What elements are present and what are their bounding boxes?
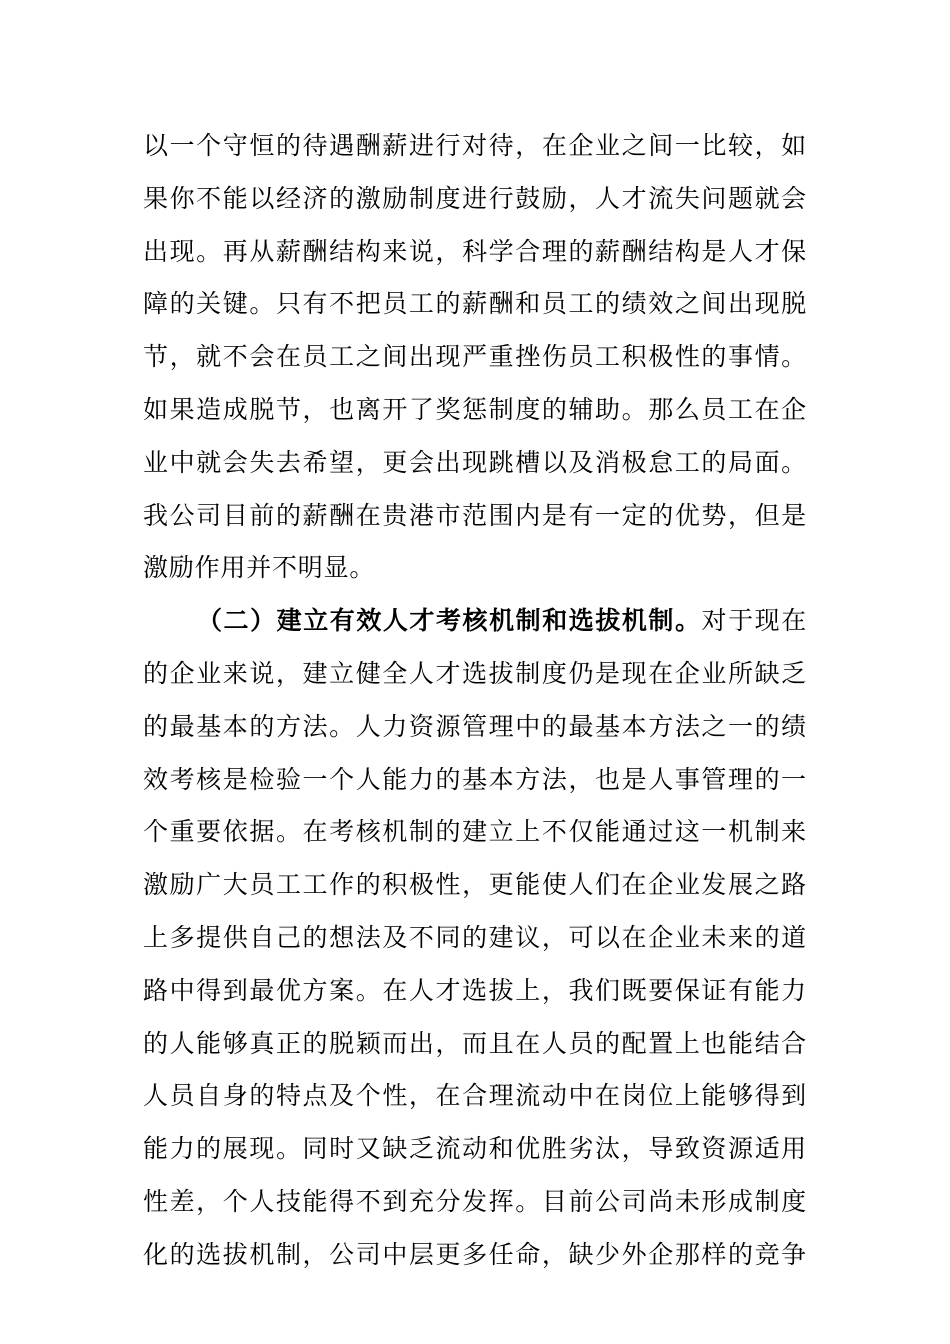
text-line: 障的关键。只有不把员工的薪酬和员工的绩效之间出现脱 [143, 289, 807, 319]
text-line: 人员自身的特点及个性，在合理流动中在岗位上能够得到 [143, 1081, 807, 1111]
paragraph-salary [143, 120, 807, 595]
text-line: 性差，个人技能得不到充分发挥。目前公司尚未形成制度 [143, 1186, 807, 1216]
text-line: 节，就不会在员工之间出现严重挫伤员工积极性的事情。 [143, 342, 807, 372]
paragraph-assessment [143, 595, 807, 1281]
text-line: 上多提供自己的想法及不同的建议，可以在企业未来的道 [143, 922, 807, 952]
text-line: 激励广大员工工作的积极性，更能使人们在企业发展之路 [143, 870, 807, 900]
text-line: 激励作用并不明显。 [143, 553, 376, 583]
text-line: 出现。再从薪酬结构来说，科学合理的薪酬结构是人才保 [143, 236, 807, 266]
text-line: 以一个守恒的待遇酬薪进行对待，在企业之间一比较，如 [143, 131, 807, 160]
text-line: 的企业来说，建立健全人才选拔制度仍是现在企业所缺乏 [143, 658, 807, 688]
text-line: 效考核是检验一个人能力的基本方法，也是人事管理的一 [143, 764, 807, 794]
section-heading: （二）建立有效人才考核机制和选拔机制。 [197, 606, 702, 636]
text-line: 业中就会失去希望，更会出现跳槽以及消极怠工的局面。 [143, 447, 807, 477]
text-line: 如果造成脱节，也离开了奖惩制度的辅助。那么员工在企 [143, 394, 807, 424]
text-line: 路中得到最优方案。在人才选拔上，我们既要保证有能力 [143, 975, 807, 1005]
text-line: 个重要依据。在考核机制的建立上不仅能通过这一机制来 [143, 817, 807, 847]
text-line: 的最基本的方法。人力资源管理中的最基本方法之一的绩 [143, 711, 807, 741]
text-line: 能力的展现。同时又缺乏流动和优胜劣汰，导致资源适用 [143, 1134, 807, 1164]
document-page [143, 120, 807, 1282]
text-line: 的人能够真正的脱颖而出，而且在人员的配置上也能结合 [143, 1028, 807, 1058]
text-line: 我公司目前的薪酬在贵港市范围内是有一定的优势，但是 [143, 500, 807, 530]
text-line: 化的选拔机制，公司中层更多任命，缺少外企那样的竞争 [143, 1239, 807, 1269]
text-line: 果你不能以经济的激励制度进行鼓励，人才流失问题就会 [143, 183, 807, 213]
section-heading-rest: 对于现在 [701, 606, 808, 636]
section-first-line [143, 595, 807, 648]
